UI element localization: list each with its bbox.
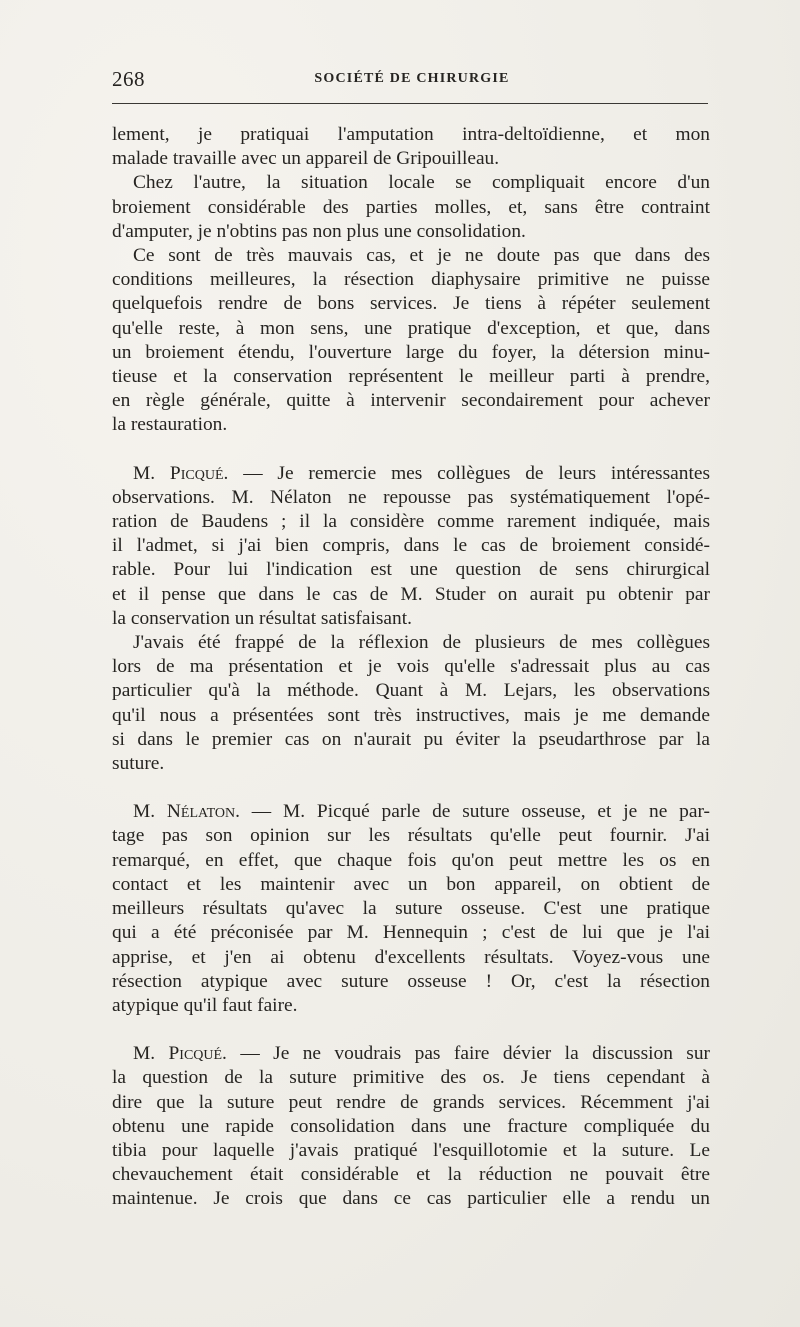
paragraph-text-line: observations. M. Nélaton ne repousse pas systématiquement l'opé- [112,486,710,508]
paragraph-text-line: obtenu une rapide consolidation dans une fracture compliquée du [112,1115,710,1137]
paragraph-text-line: la restauration. [112,414,228,436]
speech-text: — Je ne voudrais pas faire dévier la discussion sur [226,1043,711,1065]
speech-text: — Je remercie mes collègues de leurs intéressantes [228,462,710,484]
paragraph-text-line: suture. [112,753,165,775]
paragraph-text-line: Ce sont de très mauvais cas, et je ne doute pas que dans des [133,245,710,267]
paragraph-text-line: chevauchement était considérable et la réduction ne pouvait être [112,1164,710,1186]
paragraph-text-line [112,1042,710,1066]
paragraph-text-line: ration de Baudens ; il la considère comme rarement indiquée, mais [112,511,710,533]
paragraph-text-line: en règle générale, quitte à intervenir secondairement pour achever [112,390,710,412]
speaker-name: M. Picqué. [133,462,229,484]
paragraph-text-line: si dans le premier cas on n'aurait pu éviter la pseudarthrose par la [112,728,710,750]
paragraph-text-line: lors de ma présentation et je vois qu'elle s'adressait plus au cas [112,656,710,678]
paragraph-text-line: tieuse et la conservation représentent le meilleur parti à prendre, [112,366,710,388]
paragraph-text-line: Chez l'autre, la situation locale se compliquait encore d'un [133,172,710,194]
paragraph-text-line: J'avais été frappé de la réflexion de plusieurs de mes collègues [133,632,710,654]
paragraph-text-line: lement, je pratiquai l'amputation intra-deltoïdienne, et mon [112,124,710,145]
speaker-name: M. Nélaton. [133,801,240,823]
paragraph-text-line: atypique qu'il faut faire. [112,994,298,1016]
paragraph-text-line: dire que la suture peut rendre de grands services. Récemment j'ai [112,1091,710,1113]
speaker-name: M. Picqué. [133,1043,227,1065]
paragraph-text-line: la question de la suture primitive des os. Je tiens cependant à [112,1067,710,1089]
paragraph-text-line: et il pense que dans le cas de M. Studer on aurait pu obtenir par [112,583,710,605]
paragraph-text-line [112,800,710,824]
paragraph-text-line: qu'elle reste, à mon sens, une pratique d'exception, et que, dans [112,317,710,339]
paragraph-text-line: la conservation un résultat satisfaisant. [112,607,412,629]
paragraph-text-line: un broiement étendu, l'ouverture large du foyer, la détersion minu- [112,341,710,363]
paragraph-text-line: particulier qu'à la méthode. Quant à M. Lejars, les observations [112,680,710,702]
paragraph-text-line: tibia pour laquelle j'avais pratiqué l'esquillotomie et la suture. Le [112,1139,710,1161]
paragraph-text-line: maintenue. Je crois que dans ce cas particulier elle a rendu un [112,1188,710,1210]
paragraph-text-line: contact et les maintenir avec un bon appareil, on obtient de [112,873,710,895]
paragraph-text-line: d'amputer, je n'obtins pas non plus une consolidation. [112,220,526,242]
paragraph-text-line: rable. Pour lui l'indication est une question de sens chirurgical [112,559,710,581]
paragraph-text-line: tage pas son opinion sur les résultats qu'elle peut fournir. J'ai [112,825,710,847]
running-title: SOCIÉTÉ DE CHIRURGIE [314,71,510,86]
page-number: 268 [112,67,145,91]
header-rule [112,103,708,104]
paragraph-text-line: meilleurs résultats qu'avec la suture osseuse. C'est une pratique [112,898,710,920]
paragraph-text-line: qui a été préconisée par M. Hennequin ; c'est de lui que je l'ai [112,922,710,944]
paragraph-text-line: malade travaille avec un appareil de Gripouilleau. [112,148,500,170]
speech-text: — M. Picqué parle de suture osseuse, et je ne par- [239,801,710,823]
paragraph-text-line: broiement considérable des parties molles, et, sans être contraint [112,196,710,218]
paragraph-text-line: remarqué, en effet, que chaque fois qu'on peut mettre les os en [112,849,710,871]
paragraph-text-line: conditions meilleures, la résection diaphysaire primitive ne puisse [112,269,710,291]
paragraph-text-line: quelquefois rendre de bons services. Je tiens à répéter seulement [112,293,710,315]
paragraph-text-line: il l'admet, si j'ai bien compris, dans le cas de broiement considé- [112,535,710,557]
page-header [112,62,712,102]
paragraph-text-line: qu'il nous a présentées sont très instructives, mais je me demande [112,704,710,726]
paragraph-text-line [112,462,710,486]
body-text [112,123,710,1212]
paragraph-text-line: résection atypique avec suture osseuse ! Or, c'est la résection [112,970,710,992]
paragraph-text-line: apprise, et j'en ai obtenu d'excellents résultats. Voyez-vous une [112,946,710,968]
